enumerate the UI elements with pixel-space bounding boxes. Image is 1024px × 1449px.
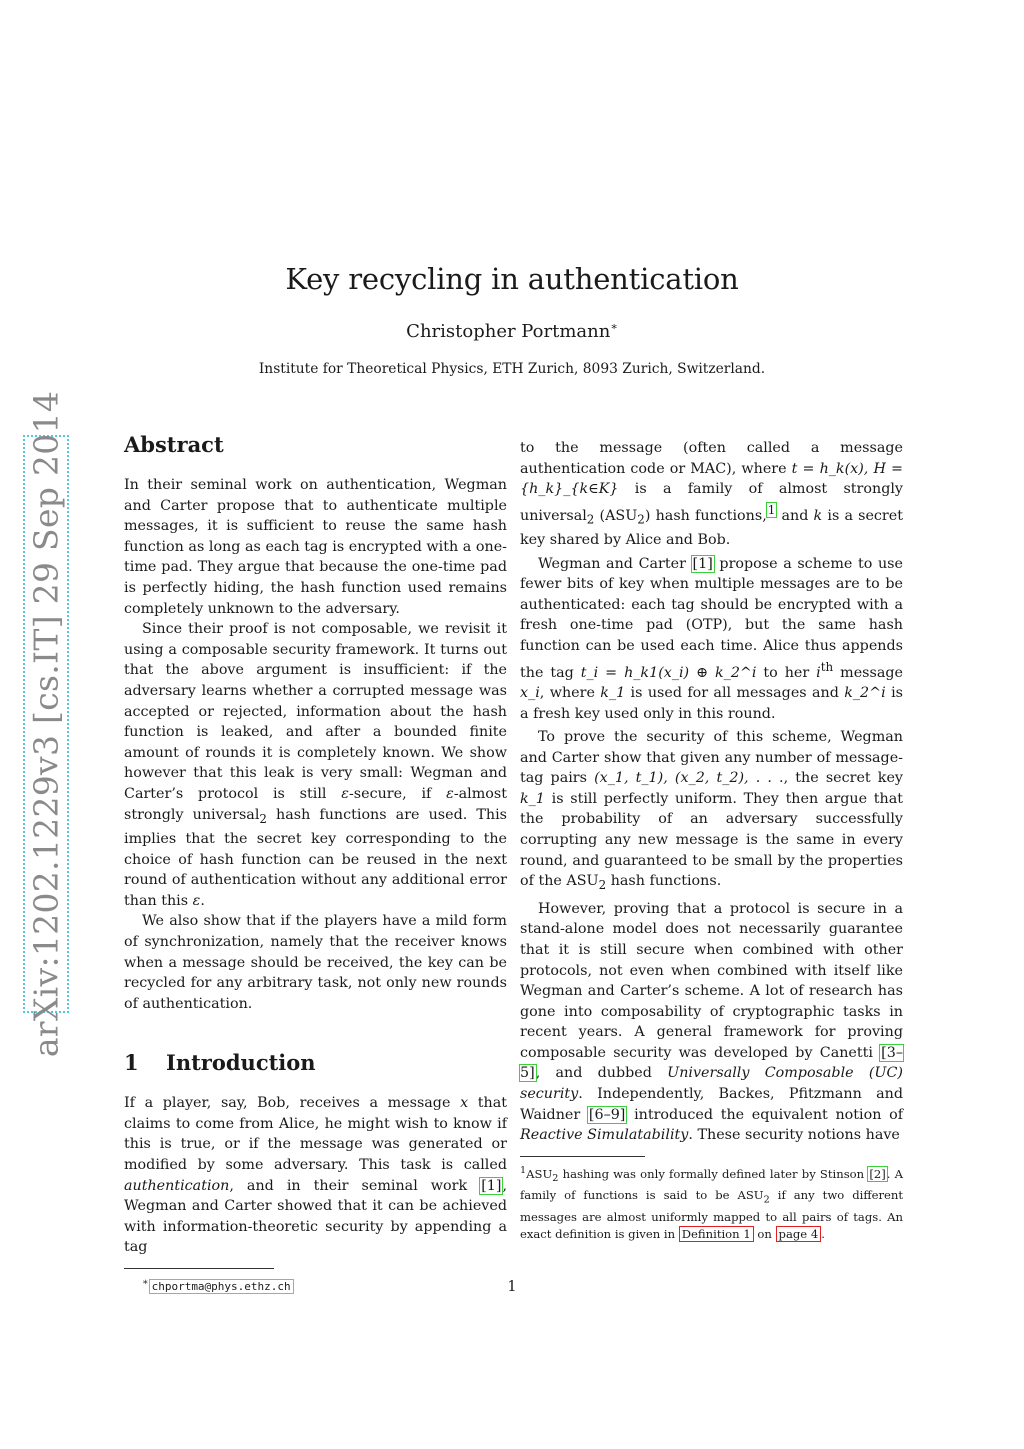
abstract-paragraph-1: In their seminal work on authentication, Wegman and Carter propose that to authenticate multiple messages, it is sufficient to reuse the same hash function as long as each tag is encrypted with a one-time pad. They argue that because the one-time pad is perfectly hiding, the hash function used remains completely unknown to the adversary.: [124, 477, 507, 617]
arxiv-identifier-text[interactable]: arXiv:1202.1229v3 [cs.IT] 29 Sep 2014: [26, 390, 66, 1058]
author-footnote: ∗ chportma@phys.ethz.ch: [124, 1275, 507, 1295]
formula: t = h_k(x), H = {h_k}_{k∈K}: [520, 460, 903, 498]
author-name-text: Christopher Portmann: [406, 321, 611, 342]
intro-paragraph-2: Wegman and Carter [1] propose a scheme to use fewer bits of key when multiple messages are to be authenticated: each tag should be encrypted with a fresh one-time pad (OTP), but the same hash function can be used each time. Alice thus appends the tag t_i = h_k1(x_i) ⊕ k_2^i to her $i^{th}$ message x_i, where k_1 is used for all messages and k_2^i is a fresh key used only in this round.: [520, 555, 903, 722]
footnote-rule: [520, 1156, 645, 1157]
citation-link[interactable]: [1]: [692, 555, 713, 572]
paper-title: Key recycling in authentication: [285, 262, 739, 296]
intro-paragraph-1-start: If a player, say, Bob, receives a message x that claims to come from Alice, he might wish to know if this is true, or if the message was generated or modified by some adversary. This task is called authentication, and in their seminal work [1], Wegman and Carter showed that it can be achieved with information-theoretic security by appending a tag: [124, 1095, 507, 1256]
citation-link[interactable]: [3–5]: [520, 1044, 903, 1082]
page-number: 1: [507, 1279, 517, 1295]
abstract-paragraph-3: We also show that if the players have a mild form of synchronization, namely that the receiver knows when a message should be received, the key can be recycled for any arbitrary task, not only new rounds of authentication.: [124, 913, 507, 1012]
intro-paragraph-3: To prove the security of this scheme, Wegman and Carter show that given any number of message-tag pairs (x_1, t_1), (x_2, t_2), . . ., the secret key k_1 is still perfectly uniform. They then argue that the probability of an adversary successfully corrupting any new message is the same in every round, and guaranteed to be small by the properties of the $ASU_2$ hash functions.: [520, 729, 903, 893]
right-column: [520, 438, 903, 1242]
affiliation: Institute for Theoretical Physics, ETH Zurich, 8093 Zurich, Switzerland.: [258, 361, 766, 377]
section-title: Introduction: [166, 1050, 316, 1076]
footnote-rule: [124, 1268, 274, 1269]
footnote-1: $^1ASU_2$ hashing was only formally defined later by Stinson [2]. A family of functions is said to be $ASU_2$ if any two different messages are almost uniformly mapped to all pairs of tags. An exact definition is given in Definition 1 on page 4 .: [520, 1164, 904, 1241]
page-link[interactable]: page 4: [776, 1226, 822, 1242]
citation-link[interactable]: [1]: [481, 1177, 502, 1194]
introduction-heading: [124, 1050, 507, 1075]
epsilon-symbol: ε: [446, 785, 454, 802]
section-number: 1: [124, 1050, 139, 1076]
definition-link[interactable]: Definition 1: [679, 1226, 754, 1242]
epsilon-symbol: ε: [341, 785, 349, 802]
left-column: [124, 432, 507, 1295]
author-footnote-mark[interactable]: ∗: [610, 320, 618, 333]
citation-link[interactable]: [2]: [869, 1166, 886, 1181]
arxiv-identifier-stamp[interactable]: [23, 390, 69, 1058]
epsilon-symbol: ε: [192, 892, 201, 909]
abstract-heading: Abstract: [124, 432, 224, 457]
abstract-paragraph-2: Since their proof is not composable, we revisit it using a composable security framework. It turns out that the above argument is insufficient: if the adversary learns whether a corrupted message was accepted or rejected, information about the hash function is leaked, and after a bounded finite amount of rounds it is completely known. We show however that this leak is very small: Wegman and Carter’s protocol is still ε-secure, if ε-almost strongly universal$_2$ hash functions are used. This implies that the secret key corresponding to the choice of hash function can be reused in the next round of authentication without any additional error than this ε.: [124, 621, 507, 909]
author-name: [0, 320, 1024, 342]
intro-paragraph-1-continued: to the message (often called a message authentication code or MAC), where t = h_k(x), H = {h_k}_{k∈K} is a family of almost strongly universal$_2$ $(ASU_2)$ hash functions,$^1$ and k is a secret key shared by Alice and Bob.: [520, 440, 903, 548]
citation-link[interactable]: [6–9]: [588, 1106, 626, 1123]
formula: t_i = h_k1(x_i) ⊕ k_2^i: [580, 664, 757, 681]
formula: (x_1, t_1), (x_2, t_2), . . .: [594, 770, 784, 787]
footnote-link[interactable]: 1: [767, 502, 776, 517]
intro-paragraph-4: However, proving that a protocol is secure in a stand-alone model does not necessarily guarantee that it is still secure when combined with other protocols, not even when combined with itself like Wegman and Carter’s scheme. A lot of research has gone into composability of cryptographic tasks in recent years. A general framework for proving composable security was developed by Canetti [3–5], and dubbed Universally Composable (UC) security. Independently, Backes, Pfitzmann and Waidner [6–9] introduced the equivalent notion of Reactive Simulatability. These security notions have: [520, 900, 903, 1144]
author-email-link[interactable]: chportma@phys.ethz.ch: [149, 1279, 294, 1294]
